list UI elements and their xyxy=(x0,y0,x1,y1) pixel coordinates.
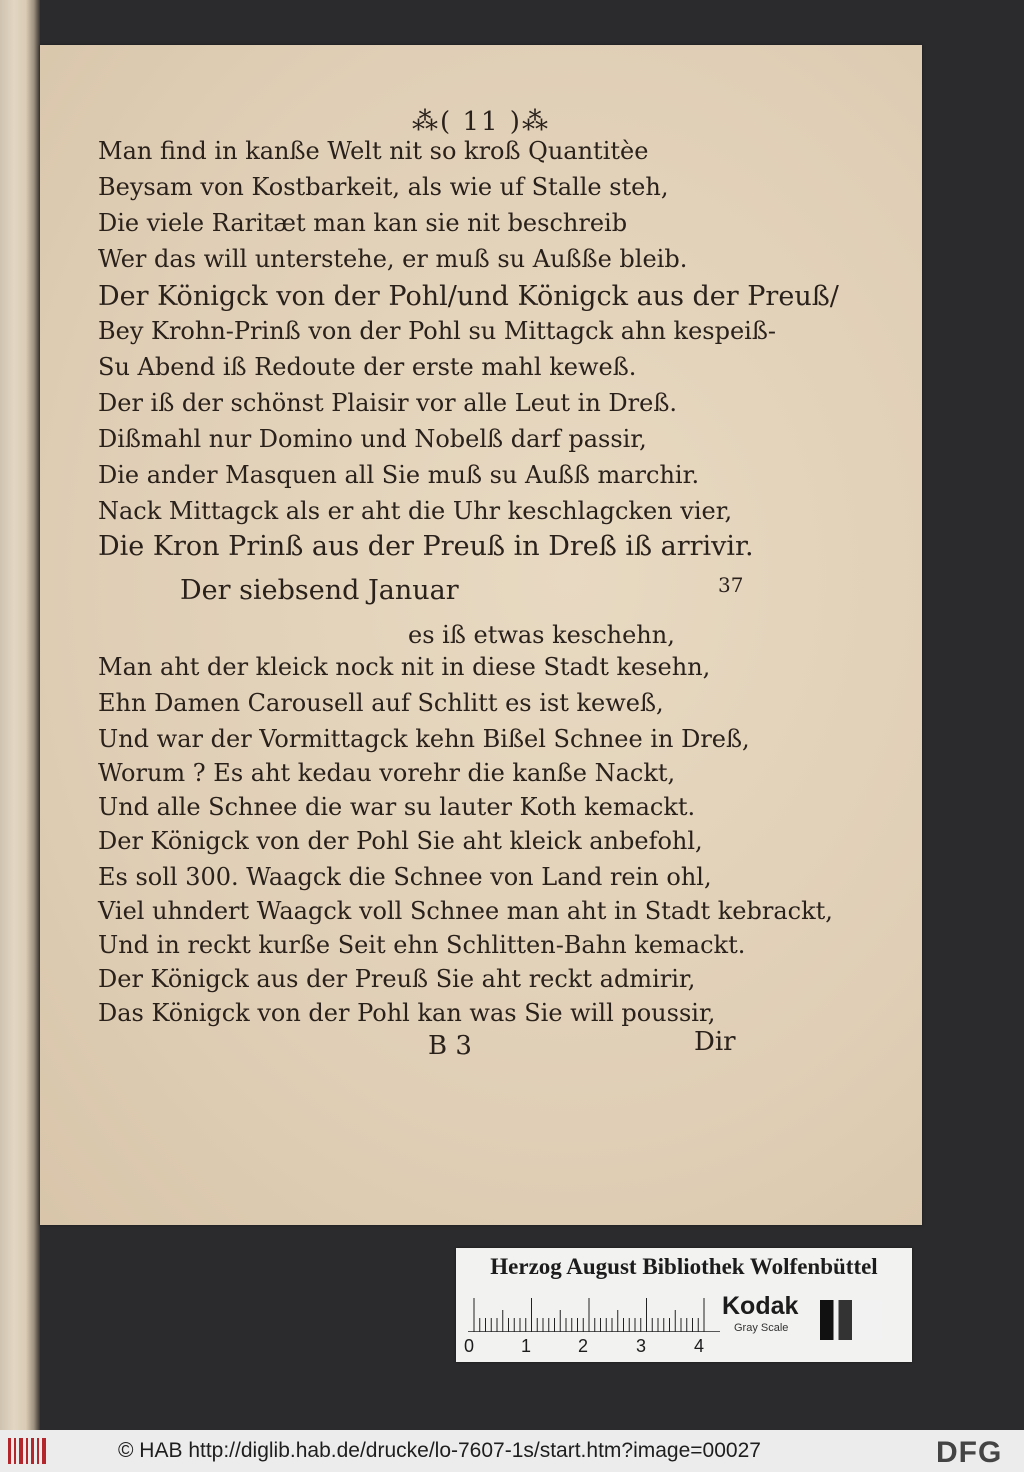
signature-mark: B 3 xyxy=(428,1031,472,1061)
verse-line: Man aht der kleick nock nit in diese Stadt kesehn, xyxy=(98,653,711,681)
verse-line: Bey Krohn-Prinß von der Pohl su Mittagck ahn kespeiß- xyxy=(98,317,776,345)
scale-ruler xyxy=(468,1298,728,1332)
verse-line: Man find in kanße Welt nit so kroß Quantitèe xyxy=(98,137,649,165)
verse-line: Beysam von Kostbarkeit, als wie uf Stalle steh, xyxy=(98,173,669,201)
ruler-number: 2 xyxy=(578,1336,589,1356)
verse-line: Die Kron Prinß aus der Preuß in Dreß iß arrivir. xyxy=(98,531,754,562)
verse-line: es iß etwas keschehn, xyxy=(408,621,675,649)
dfg-logo: DFG xyxy=(936,1436,1003,1469)
library-target-card xyxy=(456,1248,912,1362)
verse-line: Viel uhndert Waagck voll Schnee man aht in Stadt kebrackt, xyxy=(98,897,833,925)
verse-line: Wer das will unterstehe, er muß su Außße bleib. xyxy=(98,245,688,273)
verse-line: Der Königck aus der Preuß Sie aht reckt admirir, xyxy=(98,965,696,993)
margin-note: 37 xyxy=(718,573,744,597)
ruler-number: 0 xyxy=(464,1336,475,1356)
barcode-icon xyxy=(8,1438,48,1464)
verse-line: Nack Mittagck als er aht die Uhr keschlagcken vier, xyxy=(98,497,733,525)
verse-line: Der iß der schönst Plaisir vor alle Leut in Dreß. xyxy=(98,389,677,417)
ruler-number: 4 xyxy=(694,1336,705,1356)
verse-line: Ehn Damen Carousell auf Schlitt es ist keweß, xyxy=(98,689,664,717)
footer-bar xyxy=(0,1430,1024,1472)
ruler-number: 3 xyxy=(636,1336,647,1356)
verse-line: Und alle Schnee die war su lauter Koth kemackt. xyxy=(98,793,696,821)
verse-line: Der Königck von der Pohl/und Königck aus der Preuß/ xyxy=(98,281,839,312)
verse-line: Die ander Masquen all Sie muß su Außß marchir. xyxy=(98,461,700,489)
verse-line: Es soll 300. Waagck die Schnee von Land rein ohl, xyxy=(98,863,712,891)
section-heading: Der siebsend Januar xyxy=(180,575,459,606)
verse-line: Worum ? Es aht kedau vorehr die kanße Nackt, xyxy=(98,759,676,787)
book-page xyxy=(40,45,922,1225)
verse-line: Die viele Raritæt man kan sie nit beschreib xyxy=(98,209,628,237)
kodak-subtitle: Gray Scale xyxy=(734,1322,789,1334)
book-edge-left xyxy=(0,0,40,1430)
gray-scale-patches xyxy=(820,1300,882,1340)
verse-line: Und war der Vormittagck kehn Bißel Schnee in Dreß, xyxy=(98,725,750,753)
catchword: Dir xyxy=(694,1027,736,1057)
copyright-link[interactable]: © HAB http://diglib.hab.de/drucke/lo-7607-1s/start.htm?image=00027 xyxy=(118,1439,761,1462)
verse-line: Das Königck von der Pohl kan was Sie will poussir, xyxy=(98,999,716,1027)
verse-line: Su Abend iß Redoute der erste mahl keweß. xyxy=(98,353,637,381)
library-name: Herzog August Bibliothek Wolfenbüttel xyxy=(490,1254,878,1279)
kodak-logo: Kodak xyxy=(722,1292,799,1320)
verse-line: Und in reckt kurße Seit ehn Schlitten-Bahn kemackt. xyxy=(98,931,746,959)
verse-line: Dißmahl nur Domino und Nobelß darf passir, xyxy=(98,425,647,453)
verse-line: Der Königck von der Pohl Sie aht kleick anbefohl, xyxy=(98,827,703,855)
page-header: ⁂( 11 )⁂ xyxy=(412,107,550,137)
ruler-number: 1 xyxy=(521,1336,532,1356)
